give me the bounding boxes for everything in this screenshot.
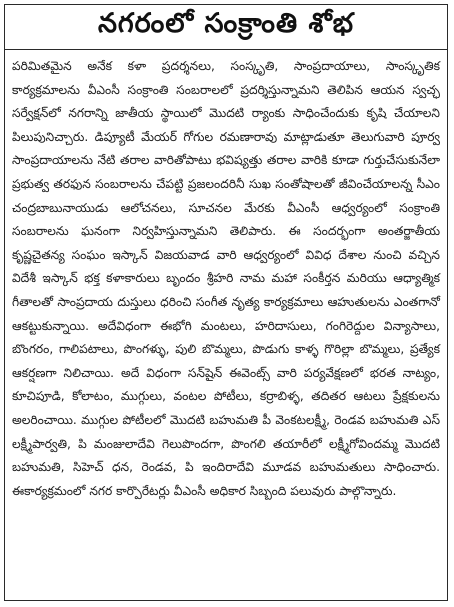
article-body: పరిమితమైన అనేక కళా ప్రదర్శనలు, సంస్కృతి, సాంప్రదాయాలు, సాంస్కృతిక కార్యక్రమాలను వీఎంసీ సంక్రాంతి సంబరాలలో ప్రదర్శిస్తున్నామని తెలిపిన ఆయన స్వచ్ఛ సర్వేక్షన్‌లో నగరాన్ని జాతీయ స్థాయిలో మొదటి ర్యాంకు సాధించేందుకు కృషి చేయాలని పిలుపునిచ్చారు. డిప్యూటీ మేయర్ గోగుల రమణారావు మాట్లాడుతూ తెలుగువారి పూర్వ సాంప్రదాయాలను నేటి తరాల వారితోపాటు భవిష్యత్తు తరాల వారికి కూడా గుర్తుచేసుకునేలా ప్రభుత్వ తరఫున సంబరాలను చేపట్టి ప్రజలందరినీ సుఖ సంతోషాలతో జీవించేయాలన్న సీఎం చంద్రబాబునాయుడు ఆలోచనలు, సూచనల మేరకు వీఎంసీ ఆధ్వర్యంలో సంక్రాంతి సంబరాలను ఘనంగా నిర్వహిస్తున్నామని తెలిపారు. ఈ సందర్భంగా అంతర్జాతీయ కృష్ణచైతన్య సంఘం ఇస్కాన్ విజయవాడ వారి ఆధ్వర్యంలో వివిధ దేశాల నుంచి వచ్చిన విదేశీ ఇస్కాన్ భక్త కళాకారులు బృందం శ్రీహరి నామ మహా సంకీర్తన మరియు ఆధ్యాత్మిక గీతాలతో సాంప్రదాయ దుస్తులు ధరించి సంగీత నృత్య కార్యక్రమాలు ఆహుతులను ఎంతగానో ఆకట్టుకున్నాయి. అదేవిధంగా ఈభోగి మంటలు, హరిదాసులు, గంగిరెద్దుల విన్యాసాలు, బొంగరం, గాలిపటాలు, పొంగళ్ళు, పులి బొమ్మలు, పొడుగు కాళ్ళ గొరిల్లా బొమ్మలు, ప్రత్యేక ఆకర్షణగా నిలిచాయి. అదే విధంగా సన్‌షైన్ ఈవెంట్స్ వారి పర్యవేక్షణలో భరత నాట్యం, కూచిపూడి, కోలాటం, ముగ్గులు, వంటల పోటీలు, కర్రాబిళ్ళ, తదితర ఆటలు ప్రేక్షకులను అలరించాయి. ముగ్గుల పోటీలలో మొదటి బహుమతి పీ వెంకటలక్ష్మీ, రెండవ బహుమతి ఎస్ లక్ష్మీపార్వతి, పి మంజులాదేవి గెలుపొందగా, పొంగలి తయారీలో లక్ష్మీగోవిందమ్మ మొదటి బహుమతి, సిహెచ్ ధన, రెండవ, పి ఇందిరాదేవి మూడవ బహుమతులు సాధించారు. ఈకార్యక్రమంలో నగర కార్పొరేటర్లు వీఎంసీ అధికార సిబ్బంది పలువురు పాల్గొన్నారు. xyxy=(12,59,440,498)
headline-band xyxy=(5,5,447,50)
news-article xyxy=(4,4,448,601)
article-headline: నగరంలో సంక్రాంతి శోభ xyxy=(97,8,355,39)
